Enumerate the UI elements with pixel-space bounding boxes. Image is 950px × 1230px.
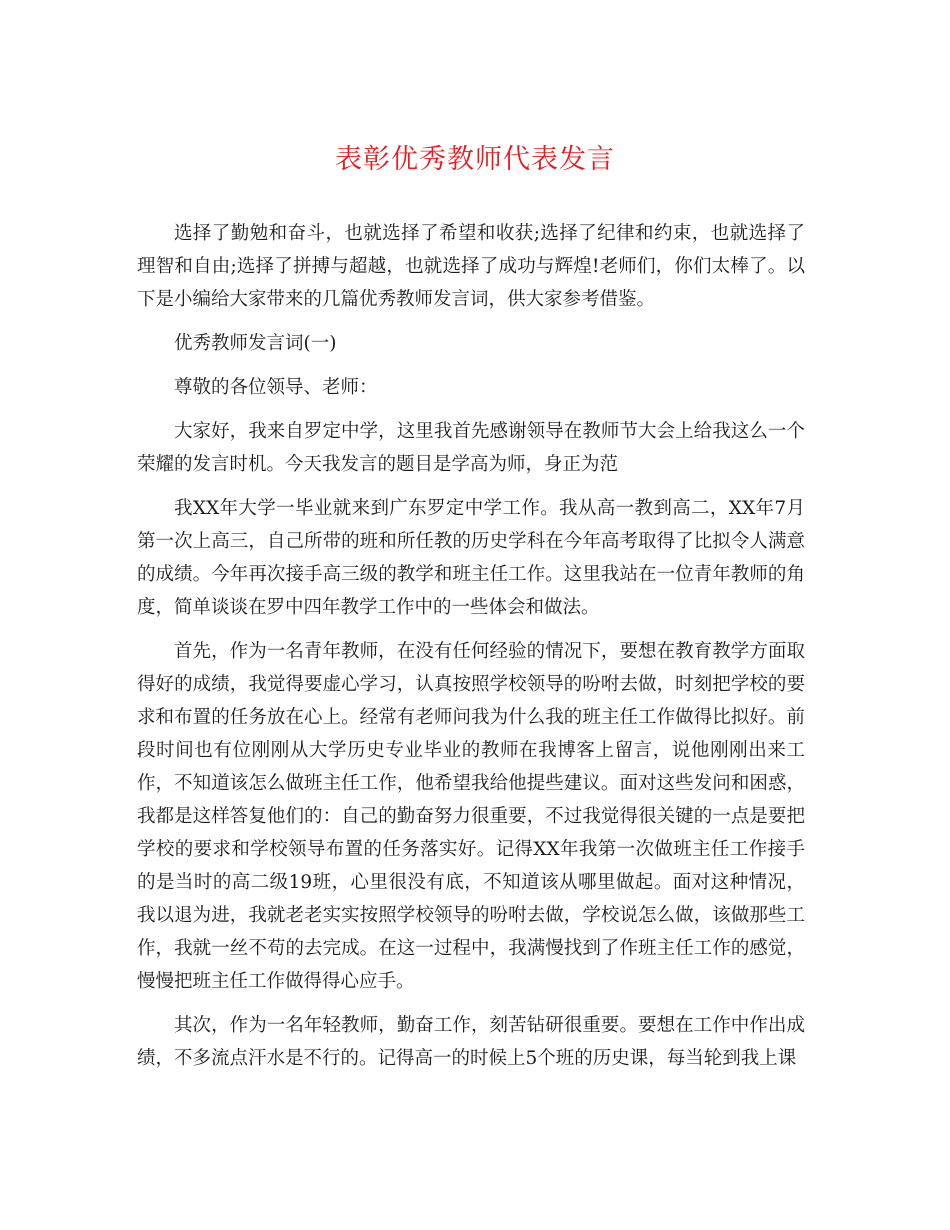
paragraph-section-heading: 优秀教师发言词(一) bbox=[174, 333, 337, 354]
paragraph-greeting: 大家好，我来自罗定中学，这里我首先感谢领导在教师节大会上给我这么一个荣耀的发言时机。今天我发言的题目是学高为师，身正为范 bbox=[137, 421, 805, 475]
paragraph-first-point: 首先，作为一名青年教师，在没有任何经验的情况下，要想在教育教学方面取得好的成绩，我觉得要虚心学习，认真按照学校领导的吩咐去做，时刻把学校的要求和布置的任务放在心上。经常有老师问我为什么我的班主任工作做得比拟好。前段时间也有位刚刚从大学历史专业毕业的教师在我博客上留言，说他刚刚出来工作，不知道该怎么做班主任工作，他希望我给他提些建议。面对这些发问和困惑，我都是这样答复他们的：自己的勤奋努力很重要，不过我觉得很关键的一点是要把学校的要求和学校领导布置的任务落实好。记得XX年我第一次做班主任工作接手的是当时的高二级19班，心里很没有底，不知道该从哪里做起。面对这种情况，我以退为进，我就老老实实按照学校领导的吩咐去做，学校说怎么做，该做那些工作，我就一丝不苟的去完成。在这一过程中，我满慢找到了作班主任工作的感觉，慢慢把班主任工作做得得心应手。 bbox=[137, 641, 805, 992]
paragraph-intro: 选择了勤勉和奋斗，也就选择了希望和收获;选择了纪律和约束，也就选择了理智和自由;选择了拼搏与超越，也就选择了成功与辉煌!老师们，你们太棒了。以下是小编给大家带来的几篇优秀教师发言词，供大家参考借鉴。 bbox=[137, 223, 805, 310]
document-body bbox=[137, 217, 805, 1086]
paragraph-second-point: 其次，作为一名年轻教师，勤奋工作，刻苦钻研很重要。要想在工作中作出成绩，不多流点汗水是不行的。记得高一的时候上5个班的历史课，每当轮到我上课 bbox=[137, 1015, 805, 1069]
document-title: 表彰优秀教师代表发言 bbox=[335, 144, 615, 175]
paragraph-background: 我XX年大学一毕业就来到广东罗定中学工作。我从高一教到高二，XX年7月第一次上高三，自己所带的班和所任教的历史学科在今年高考取得了比拟令人满意的成绩。今年再次接手高三级的教学和班主任工作。这里我站在一位青年教师的角度，简单谈谈在罗中四年教学工作中的一些体会和做法。 bbox=[137, 498, 805, 618]
paragraph-salutation: 尊敬的各位领导、老师： bbox=[174, 377, 378, 398]
